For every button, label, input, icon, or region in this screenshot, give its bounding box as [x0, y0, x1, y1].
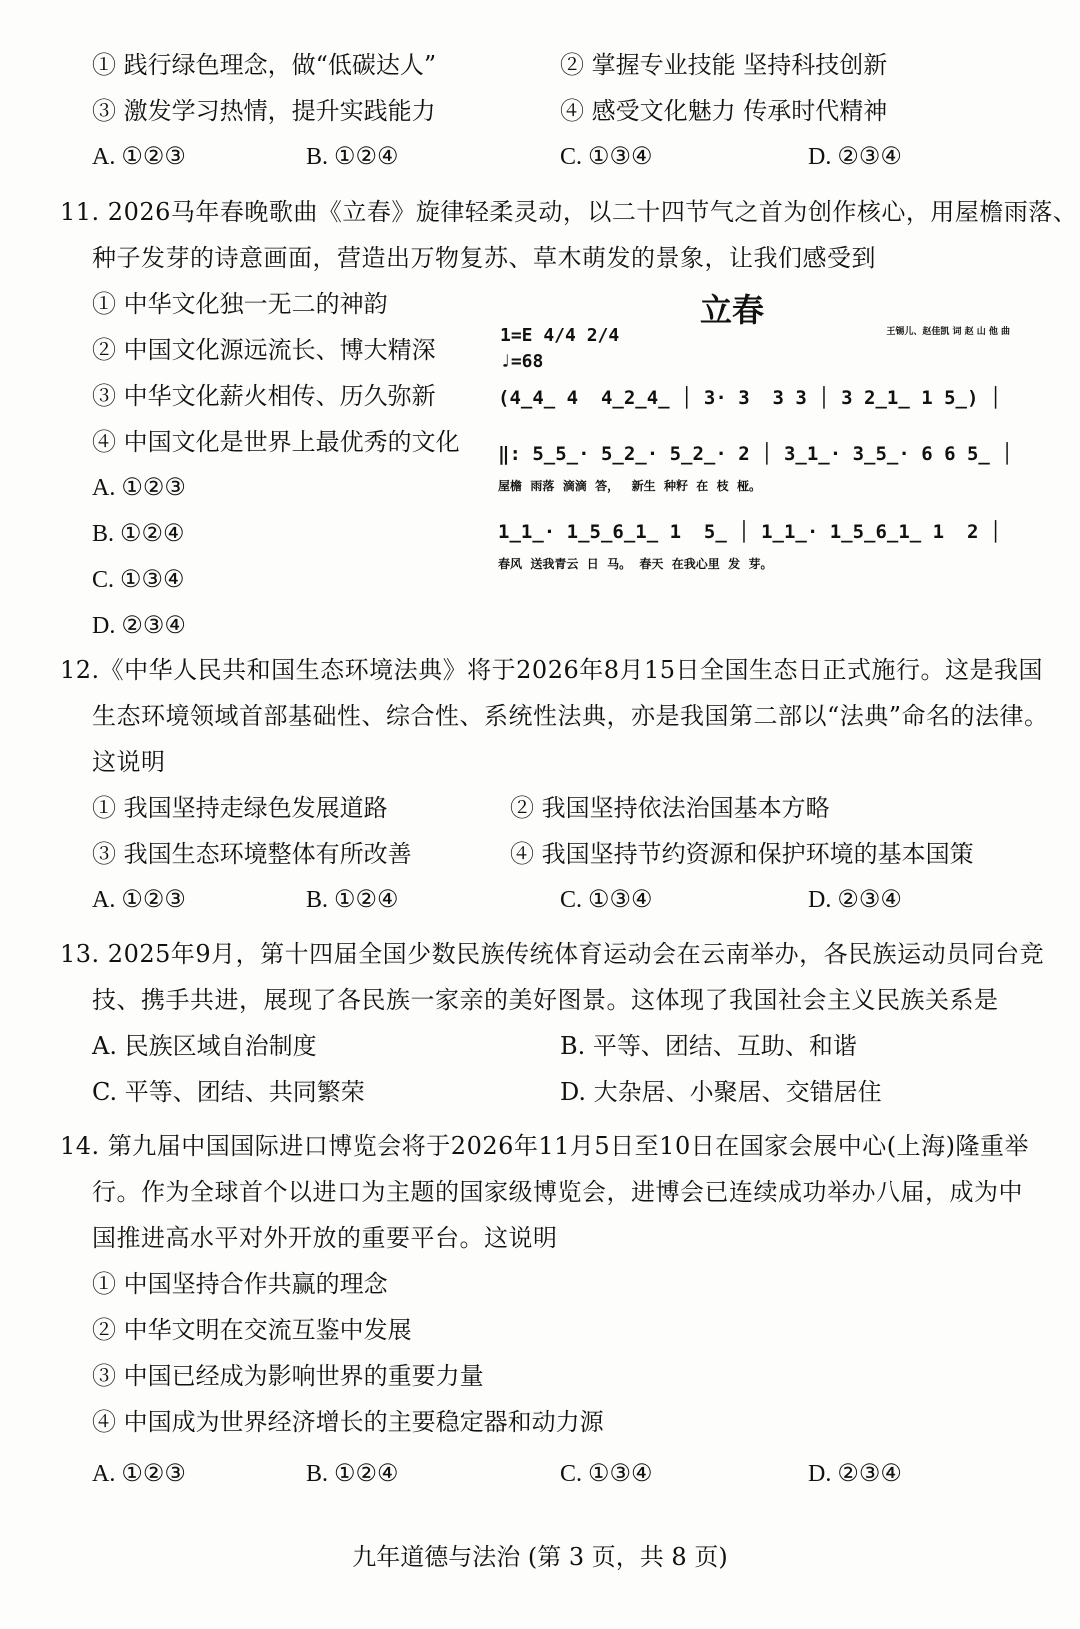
q14-statement-4: ④ 中国成为世界经济增长的主要稳定器和动力源: [92, 1408, 604, 1436]
score-row-2: ‖: 5̲5̲· 5̲2̲· 5̲2̲· 2 │ 3̲1̲· 3̲5̲· 6 6 5̲ │: [498, 443, 1013, 465]
q13-choice-d: D. 大杂居、小聚居、交错居住: [560, 1078, 882, 1106]
q11-statement-2: ② 中国文化源远流长、博大精深: [92, 336, 436, 364]
music-score: [480, 285, 1020, 605]
q14-choice-c: C. ①③④: [560, 1461, 653, 1487]
q11-choice-a: A. ①②③: [92, 475, 186, 501]
score-lyric-2: 屋檐 雨落 滴滴 答， 新生 种籽 在 枝 桠。: [498, 479, 762, 493]
q12-statement-2: ② 我国坚持依法治国基本方略: [510, 794, 830, 822]
q14-statement-1: ① 中国坚持合作共赢的理念: [92, 1270, 388, 1298]
q12-choice-d: D. ②③④: [808, 887, 902, 913]
q14-choice-d: D. ②③④: [808, 1461, 902, 1487]
q10-statement-4: ④ 感受文化魅力 传承时代精神: [560, 97, 888, 125]
q10-choice-b: B. ①②④: [306, 144, 399, 170]
q13-choice-b: B. 平等、团结、互助、和谐: [560, 1032, 857, 1060]
q12-choice-c: C. ①③④: [560, 887, 653, 913]
q13-stem-line-2: 技、携手共进，展现了各民族一家亲的美好图景。这体现了我国社会主义民族关系是: [92, 986, 999, 1014]
score-row-3: 1̲1̲· 1̲5̲6̲1̲ 1 5̲ │ 1̲1̲· 1̲5̲6̲1̲ 1 2 │: [498, 521, 1002, 543]
q12-statement-3: ③ 我国生态环境整体有所改善: [92, 840, 412, 868]
q14-choice-a: A. ①②③: [92, 1461, 186, 1487]
q14-stem-line-2: 行。作为全球首个以进口为主题的国家级博览会，进博会已连续成功举办八届，成为中: [92, 1178, 1023, 1206]
q11-choice-d: D. ②③④: [92, 613, 186, 639]
q12-choice-b: B. ①②④: [306, 887, 399, 913]
score-tempo: ♩=68: [500, 351, 544, 372]
q11-statement-3: ③ 中华文化薪火相传、历久弥新: [92, 382, 436, 410]
q11-choice-b: B. ①②④: [92, 521, 185, 547]
score-key-signature: 1=E 4/4 2/4: [500, 325, 620, 346]
q10-choice-a: A. ①②③: [92, 144, 186, 170]
q12-choice-a: A. ①②③: [92, 887, 186, 913]
score-title: 立春: [700, 291, 765, 329]
q10-statement-2: ② 掌握专业技能 坚持科技创新: [560, 51, 888, 79]
page-footer: 九年道德与法治 (第 3 页，共 8 页): [352, 1543, 728, 1571]
q11-stem-line-1: 11. 2026马年春晚歌曲《立春》旋律轻柔灵动，以二十四节气之首为创作核心，用屋檐雨落、: [60, 198, 1078, 226]
q11-statement-4: ④ 中国文化是世界上最优秀的文化: [92, 428, 460, 456]
q12-statement-4: ④ 我国坚持节约资源和保护环境的基本国策: [510, 840, 974, 868]
score-row-1: (4̲4̲ 4 4̲2̲4̲ │ 3· 3 3 3 │ 3 2̲1̲ 1 5̲) │: [498, 387, 1002, 409]
q12-stem-line-1: 12.《中华人民共和国生态环境法典》将于2026年8月15日全国生态日正式施行。这是我国: [60, 656, 1044, 684]
q14-stem-line-1: 14. 第九届中国国际进口博览会将于2026年11月5日至10日在国家会展中心(上海)隆重举: [60, 1132, 1029, 1160]
q14-stem-line-3: 国推进高水平对外开放的重要平台。这说明: [92, 1224, 558, 1252]
q12-statement-1: ① 我国坚持走绿色发展道路: [92, 794, 388, 822]
q12-stem-line-2: 生态环境领域首部基础性、综合性、系统性法典，亦是我国第二部以“法典”命名的法律。: [92, 702, 1049, 730]
q14-statement-2: ② 中华文明在交流互鉴中发展: [92, 1316, 412, 1344]
q14-choice-b: B. ①②④: [306, 1461, 399, 1487]
q11-choice-c: C. ①③④: [92, 567, 185, 593]
score-lyric-3: 春风 送我青云 日 马。 春天 在我心里 发 芽。: [498, 557, 773, 571]
q10-choice-d: D. ②③④: [808, 144, 902, 170]
q10-statement-3: ③ 激发学习热情，提升实践能力: [92, 97, 436, 125]
q10-statement-1: ① 践行绿色理念，做“低碳达人”: [92, 51, 437, 79]
q13-stem-line-1: 13. 2025年9月，第十四届全国少数民族传统体育运动会在云南举办，各民族运动员同台竞: [60, 940, 1045, 968]
q10-choice-c: C. ①③④: [560, 144, 653, 170]
score-credit: 王锡儿、赵佳凯 词 赵 山 他 曲: [886, 327, 1010, 337]
q12-stem-line-3: 这说明: [92, 748, 166, 776]
q13-choice-a: A. 民族区域自治制度: [92, 1032, 317, 1060]
q11-statement-1: ① 中华文化独一无二的神韵: [92, 290, 388, 318]
q11-stem-line-2: 种子发芽的诗意画面，营造出万物复苏、草木萌发的景象，让我们感受到: [92, 244, 876, 272]
q14-statement-3: ③ 中国已经成为影响世界的重要力量: [92, 1362, 484, 1390]
q13-choice-c: C. 平等、团结、共同繁荣: [92, 1078, 365, 1106]
